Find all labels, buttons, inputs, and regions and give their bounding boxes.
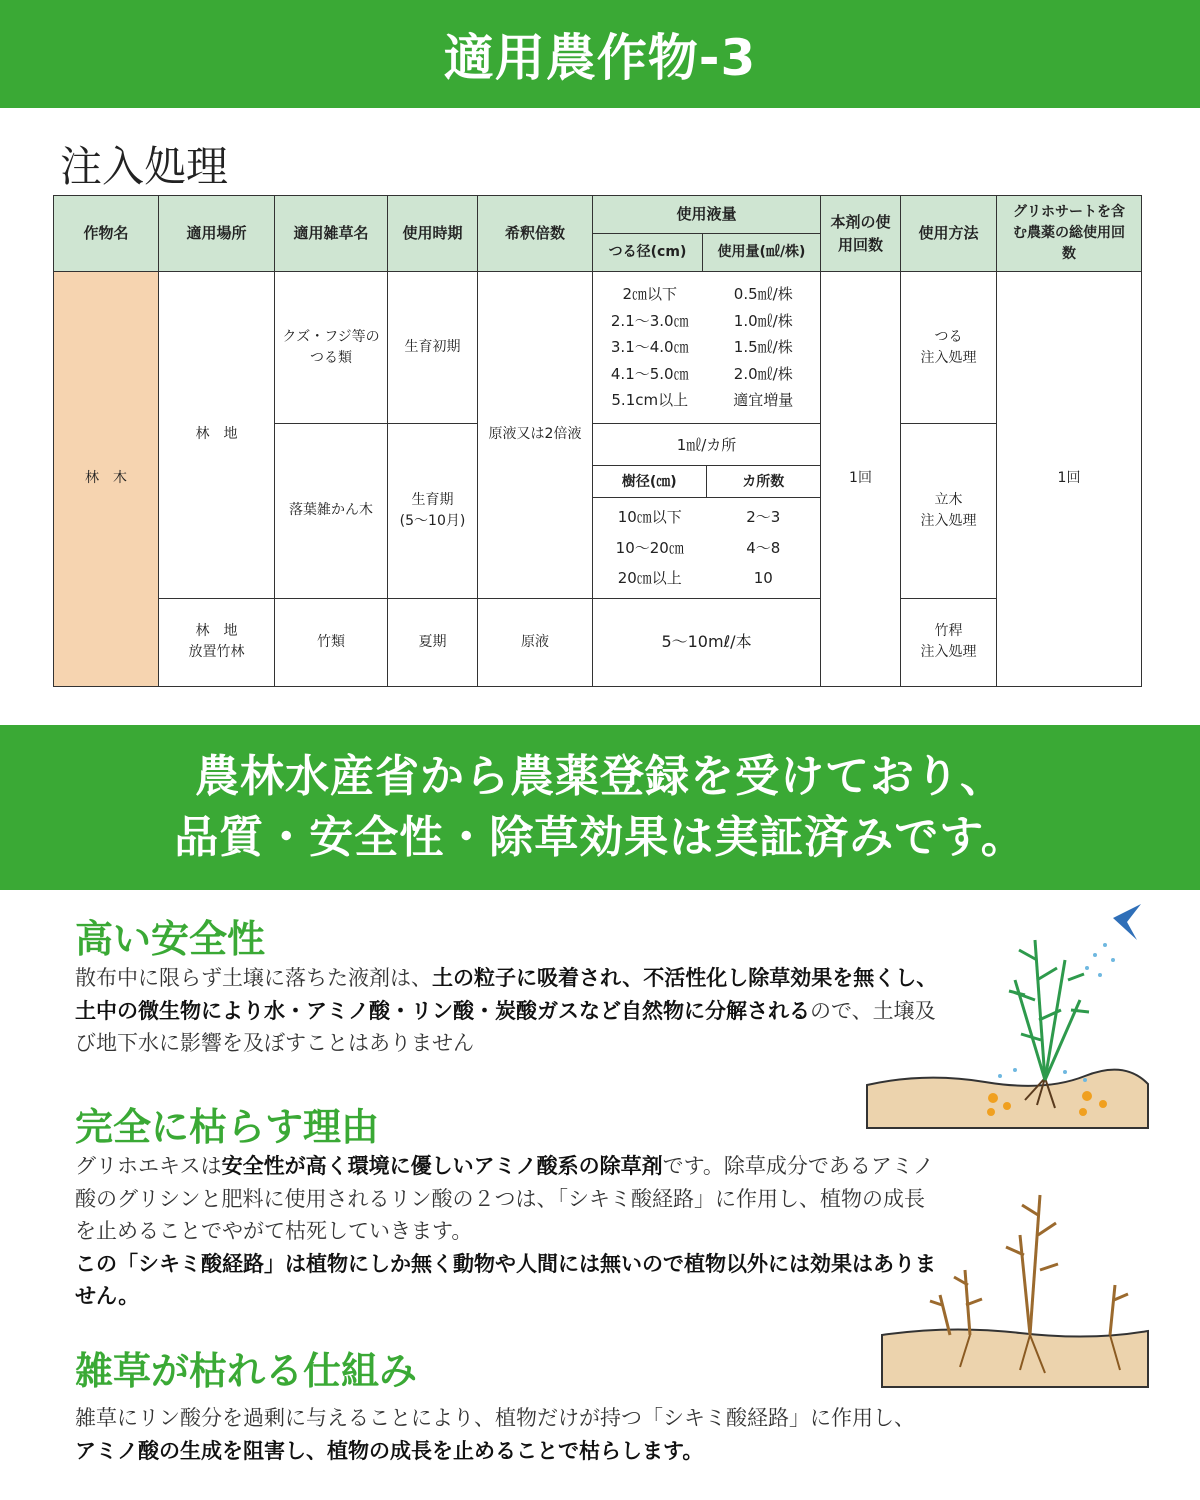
header-usage-amount: 使用量(㎖/株) [703,234,821,272]
vine-diameter-value: 2㎝以下 [622,285,678,304]
vine-diameter-value: 4.1～5.0㎝ [610,364,689,383]
method-cell-3: 竹稈 注入処理 [901,598,997,686]
tree-diameter-header: 樹径(㎝) [593,466,707,498]
reason-title: 完全に枯らす理由 [75,1105,380,1149]
withered-weed-illustration [880,1175,1150,1390]
place-cell-2: 林 地 放置竹林 [159,598,275,686]
top-banner [0,0,1200,108]
reason-text-a: グリホエキスは [75,1154,222,1178]
vine-dosage-grid [593,283,820,412]
application-table [53,195,1142,687]
mechanism-text-b: アミノ酸の生成を阻害し、植物の成長を止めることで枯らします。 [75,1438,704,1463]
mechanism-title: 雑草が枯れる仕組み [75,1349,418,1393]
bamboo-amount-cell: 5～10mℓ/本 [593,598,821,686]
vine-amount-value: 0.5㎖/株 [733,285,793,304]
tree-subheader [593,466,820,498]
weed-cell-2: 落葉雑かん木 [275,424,388,599]
header-dilution: 希釈倍数 [478,196,593,272]
per-spot-value: 1㎖/カ所 [676,436,737,454]
method-cell-2: 立木 注入処理 [901,424,997,599]
tree-spots-header: カ所数 [742,474,785,490]
timing-cell-2: 生育期 (5～10月) [388,424,478,599]
reason-text-c: です。除草成分であるアミノ酸のグリシンと肥料に使用されるリン酸の２つは、「シキミ酸経路」に作用し、植物の成長を止めることでやがて枯死していきます。 [75,1154,934,1244]
tree-dosage-cell [593,424,821,599]
tree-diameter-value: 20㎝以上 [617,569,682,587]
page-title: 適用農作物-3 [443,29,757,87]
vine-amount-value: 1.0㎖/株 [733,311,793,330]
total-cell: 1回 [997,272,1142,687]
timing-cell-1: 生育初期 [388,272,478,424]
reason-text [75,1150,943,1313]
safety-title: 高い安全性 [75,917,266,961]
vine-diameter-value: 2.1～3.0㎝ [610,311,689,330]
tree-diameter-value: 10～20㎝ [615,538,684,557]
vine-amount-value: 1.5㎖/株 [733,338,793,357]
weed-cell-3: 竹類 [275,598,388,686]
dilution-cell-2: 原液 [478,598,593,686]
per-spot-row [593,424,820,466]
banner-line-1: 農林水産省から農薬登録を受けており、 [195,750,1005,802]
header-count: 本剤の使用回数 [821,196,901,272]
section-title: 注入処理 [60,142,229,191]
header-method: 使用方法 [901,196,997,272]
vine-diameter-value: 3.1～4.0㎝ [610,338,689,357]
reason-text-d: この「シキミ酸経路」は植物にしか無く動物や人間には無いので植物以外には効果はありません。 [75,1251,936,1309]
tree-spots-value: 4～8 [746,538,781,557]
mechanism-text-a: 雑草にリン酸分を過剰に与えることにより、植物だけが持つ「シキミ酸経路」に作用し、 [75,1406,915,1430]
tree-diameter-value: 10㎝以下 [617,508,682,526]
header-vine-diameter: つる径(cm) [593,234,703,272]
header-liquid-amount: 使用液量 [593,196,821,234]
banner-line-2: 品質・安全性・除草効果は実証済みです。 [174,811,1026,863]
mechanism-text [75,1402,935,1467]
vine-dosage-cell [593,272,821,424]
tree-dosage-grid [593,498,820,598]
header-total: グリホサートを含む農薬の総使用回数 [997,196,1142,272]
count-cell: 1回 [821,272,901,687]
place-cell-1: 林 地 [159,272,275,599]
safety-text [75,962,950,1060]
registration-banner [0,725,1200,890]
weed-cell-1: クズ・フジ等の つる類 [275,272,388,424]
header-place: 適用場所 [159,196,275,272]
safety-text-a: 散布中に限らず土壌に落ちた液剤は、 [75,966,432,990]
header-weed: 適用雑草名 [275,196,388,272]
crop-cell: 林 木 [54,272,159,687]
vine-diameter-value: 5.1cm以上 [611,391,689,410]
safety-text-c: ので、土壌及び地下水に影響を及ぼすことはありません [75,998,936,1056]
header-timing: 使用時期 [388,196,478,272]
timing-cell-3: 夏期 [388,598,478,686]
reason-text-b: 安全性が高く環境に優しいアミノ酸系の除草剤 [221,1154,663,1178]
safety-text-b: 土の粒子に吸着され、不活性化し除草効果を無くし、土中の微生物により水・アミノ酸・リン酸・炭酸ガスなど自然物に分解される [75,966,938,1023]
tree-spots-value: 10 [753,569,773,587]
method-cell-1: つる 注入処理 [901,272,997,424]
vine-amount-value: 2.0㎖/株 [733,364,793,383]
header-crop: 作物名 [54,196,159,272]
vine-amount-value: 適宜増量 [733,391,794,410]
tree-spots-value: 2～3 [746,508,781,526]
dilution-cell-1: 原液又は2倍液 [478,272,593,599]
sprayed-weed-illustration [865,900,1150,1130]
